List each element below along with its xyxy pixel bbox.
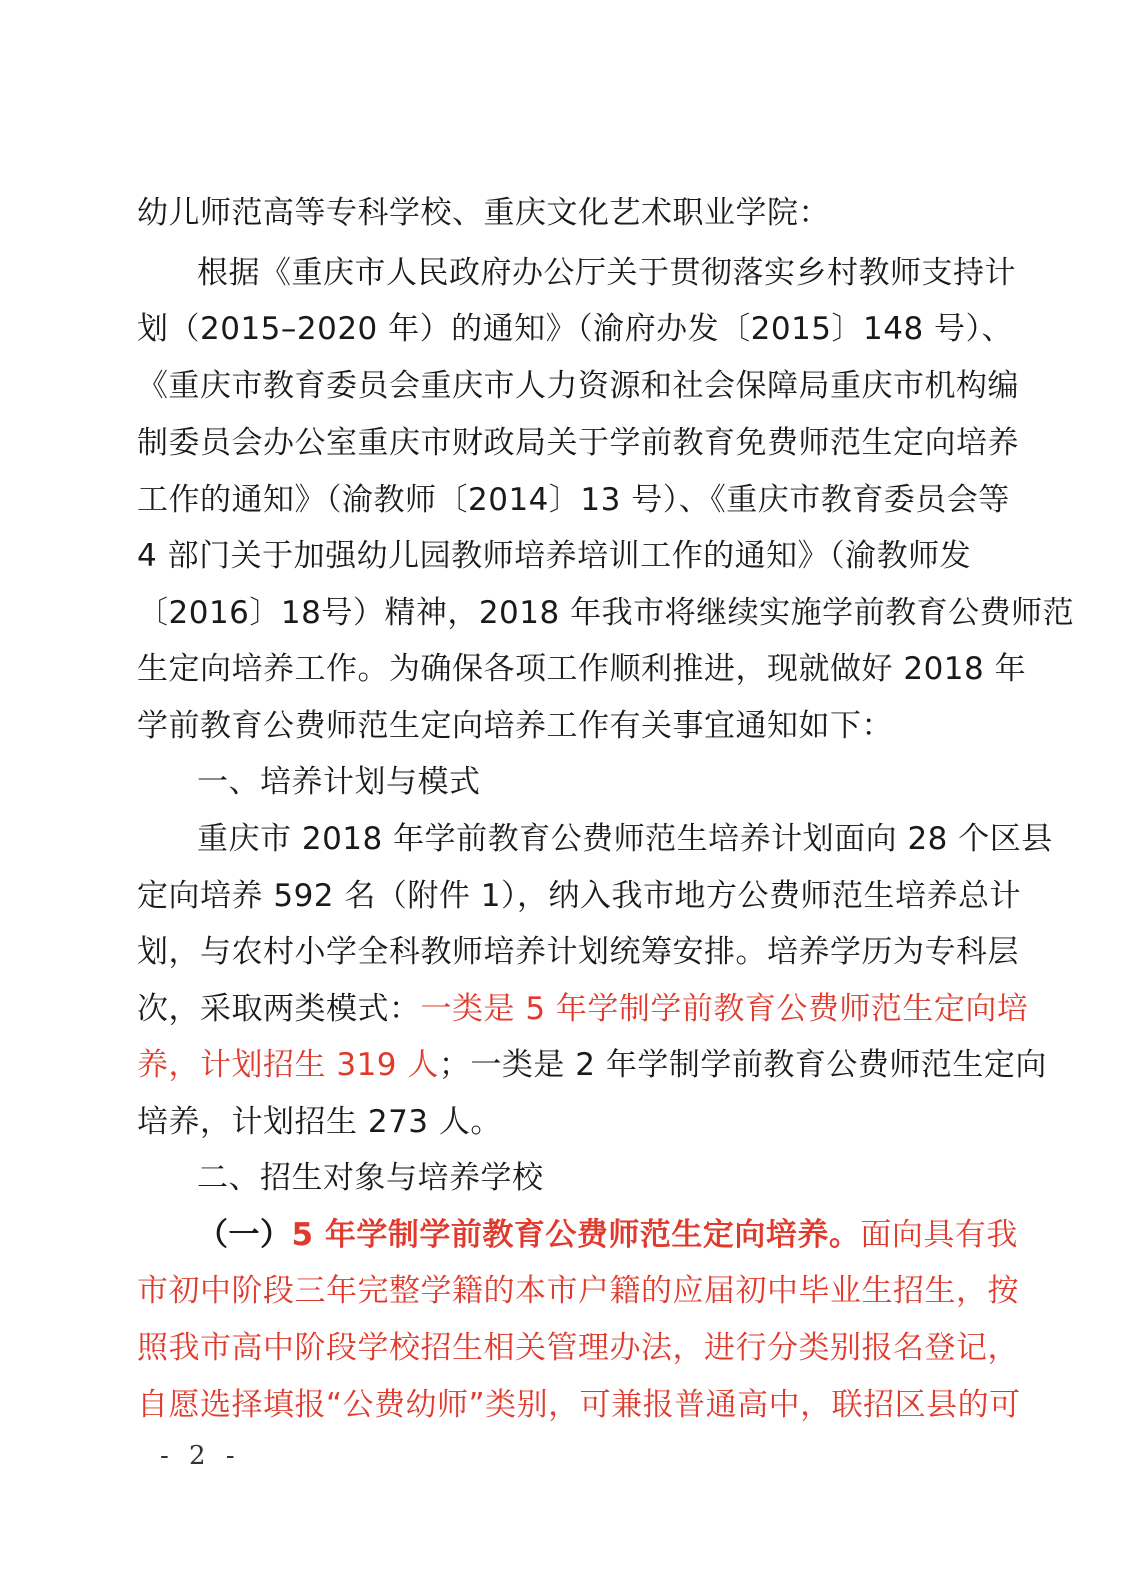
text-line-20: 市初中阶段三年完整学籍的本市户籍的应届初中毕业生招生，按: [137, 1273, 1019, 1309]
text-line-16: [137, 1045, 1047, 1085]
text-line-15-red: 一类是 5 年学制学前教育公费师范生定向培: [420, 991, 1029, 1027]
text-line-4: 《重庆市教育委员会重庆市人力资源和社会保障局重庆市机构编: [137, 368, 1019, 404]
text-line-22: 自愿选择填报“公费幼师”类别，可兼报普通高中，联招区县的可: [137, 1387, 1021, 1423]
text-line-16-normal: ；一类是 2 年学制学前教育公费师范生定向: [438, 1047, 1047, 1083]
subsection-number: （一）: [197, 1217, 292, 1253]
text-line-17: 培养，计划招生 273 人。: [137, 1104, 502, 1140]
text-line-16-red: 养，计划招生 319 人: [137, 1047, 439, 1083]
subsection-line: [197, 1215, 1018, 1255]
text-line-10: 学前教育公费师范生定向培养工作有关事宜通知如下：: [137, 708, 893, 744]
text-line-13: 定向培养 592 名（附件 1），纳入我市地方公费师范生培养总计: [137, 878, 1021, 914]
section-heading-2: 二、招生对象与培养学校: [197, 1160, 544, 1196]
text-line-1: 幼儿师范高等专科学校、重庆文化艺术职业学院：: [137, 195, 830, 231]
text-line-12: 重庆市 2018 年学前教育公费师范生培养计划面向 28 个区县: [197, 821, 1053, 857]
text-line-2: 根据《重庆市人民政府办公厅关于贯彻落实乡村教师支持计: [197, 255, 1016, 291]
text-line-15: [137, 989, 1028, 1029]
subsection-title: 5 年学制学前教育公费师范生定向培养。: [291, 1217, 861, 1253]
page-number: - 2 -: [160, 1441, 241, 1471]
text-line-14: 划，与农村小学全科教师培养计划统筹安排。培养学历为专科层: [137, 934, 1019, 970]
subsection-text: 面向具有我: [860, 1217, 1018, 1253]
text-line-21: 照我市高中阶段学校招生相关管理办法，进行分类别报名登记，: [137, 1330, 1019, 1366]
text-line-15-normal: 次，采取两类模式：: [137, 991, 421, 1027]
text-line-3: 划（2015–2020 年）的通知》（渝府办发〔2015〕148 号）、: [137, 311, 1014, 347]
text-line-8: 〔2016〕18号）精神，2018 年我市将继续实施学前教育公费师范: [137, 595, 1075, 631]
text-line-9: 生定向培养工作。为确保各项工作顺利推进，现就做好 2018 年: [137, 651, 1027, 687]
text-line-5: 制委员会办公室重庆市财政局关于学前教育免费师范生定向培养: [137, 425, 1019, 461]
text-line-6: 工作的通知》（渝教师〔2014〕13 号）、《重庆市教育委员会等: [137, 482, 1010, 518]
section-heading-1: 一、培养计划与模式: [197, 764, 481, 800]
text-line-7: 4 部门关于加强幼儿园教师培养培训工作的通知》（渝教师发: [137, 538, 972, 574]
